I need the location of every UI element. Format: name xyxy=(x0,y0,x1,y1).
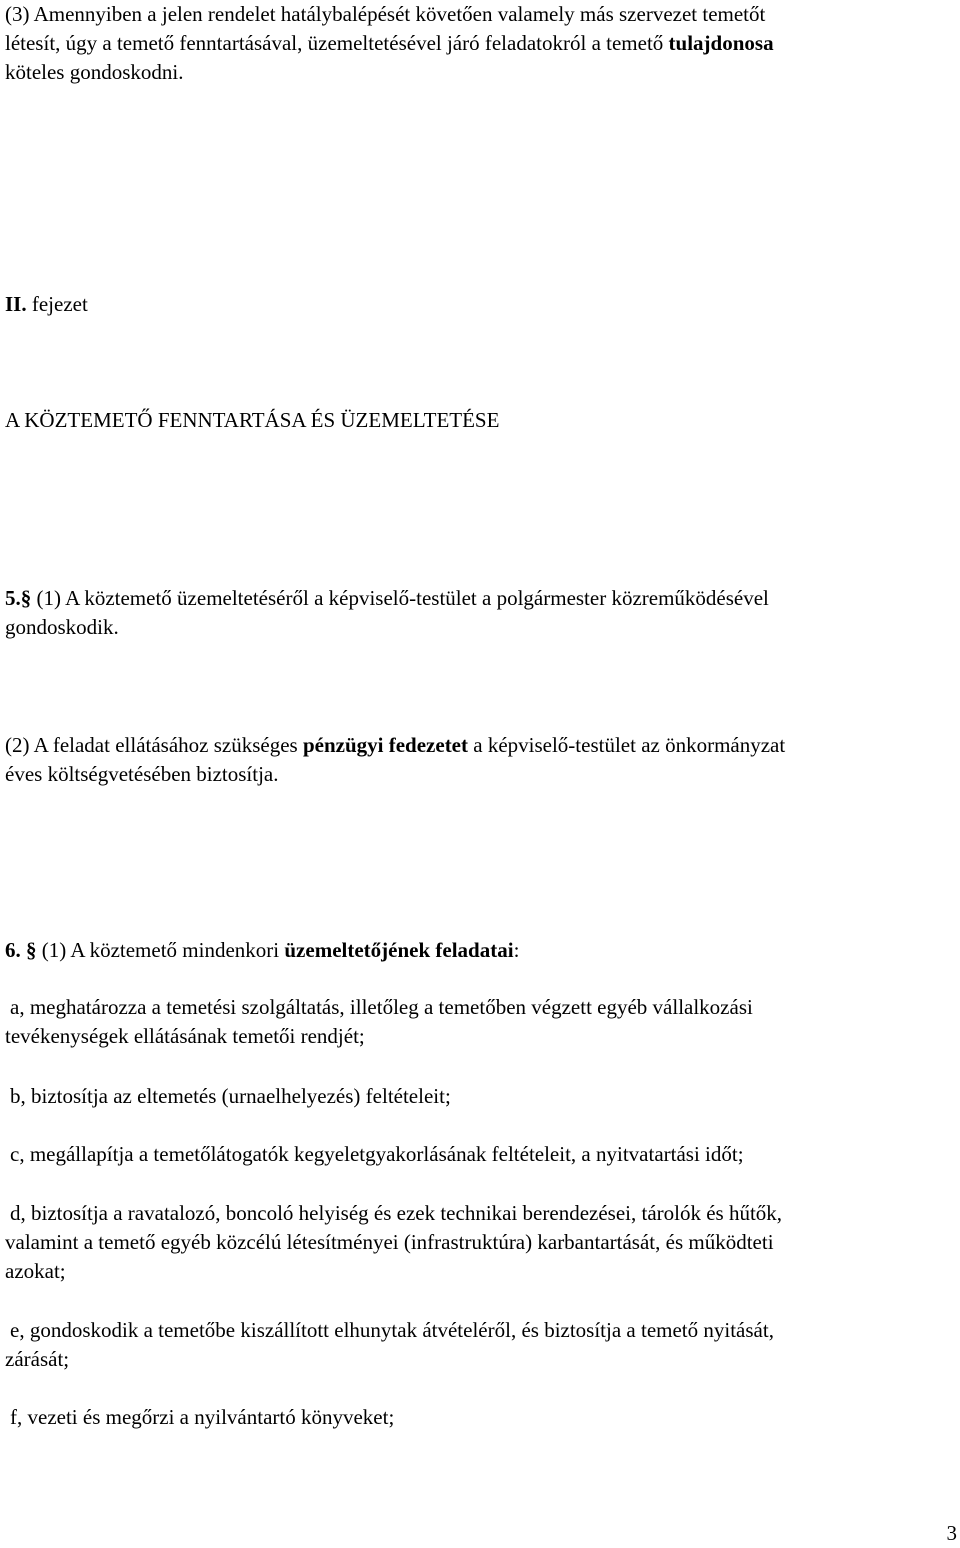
chapter-label: fejezet xyxy=(31,292,88,316)
chapter-number: II. xyxy=(5,292,27,316)
para3-line2 xyxy=(5,29,774,58)
para3-line2-bold: tulajdonosa xyxy=(668,31,774,55)
section-symbol-icon: § xyxy=(26,938,37,962)
sec5-number: 5. xyxy=(5,586,21,610)
sec5-p1-line1 xyxy=(5,584,769,613)
section-symbol-icon: § xyxy=(20,586,32,610)
sec6-item-c: c, megállapítja a temetőlátogatók kegyeletgyakorlásának feltételeit, a nyitvatartási időt; xyxy=(10,1142,744,1166)
sec6-item-f: f, vezeti és megőrzi a nyilvántartó könyveket; xyxy=(10,1405,395,1429)
sec6-intro-pre: (1) A köztemető mindenkori xyxy=(41,938,280,962)
sec6-item-d-line2: valamint a temető egyéb közcélú létesítményei (infrastruktúra) karbantartását, és működteti xyxy=(5,1230,774,1254)
sec6-intro-bold: üzemeltetőjének feladatai xyxy=(284,938,514,962)
sec6-intro-post: : xyxy=(513,938,520,962)
sec6-item-d-line1: d, biztosítja a ravatalozó, boncoló helyiség és ezek technikai berendezései, tárolók és hűtők, xyxy=(10,1201,783,1225)
sec6-item-b: b, biztosítja az eltemetés (urnaelhelyezés) feltételeit; xyxy=(10,1084,451,1108)
sec5-p1-text: (1) A köztemető üzemeltetéséről a képviselő-testület a polgármester közreműködésével xyxy=(36,586,769,610)
sec5-p1-line2: gondoskodik. xyxy=(5,615,119,639)
sec5-p2-post: a képviselő-testület az önkormányzat xyxy=(473,733,786,757)
sec5-p2-pre: (2) A feladat ellátásához szükséges xyxy=(5,733,298,757)
para3-line1: (3) Amennyiben a jelen rendelet hatálybalépését követően valamely más szervezet temetőt xyxy=(5,2,766,26)
sec6-item-e-line2: zárását; xyxy=(5,1347,70,1371)
sec5-p2-line2: éves költségvetésében biztosítja. xyxy=(5,762,279,786)
sec6-intro xyxy=(5,936,519,965)
sec6-number: 6. xyxy=(5,938,21,962)
para3-line2-text: létesít, úgy a temető fenntartásával, üzemeltetésével járó feladatokról a temető xyxy=(5,31,664,55)
page-number: 3 xyxy=(946,1521,957,1545)
sec5-p2-bold: pénzügyi fedezetet xyxy=(302,733,468,757)
sec6-item-a-line1: a, meghatározza a temetési szolgáltatás, illetőleg a temetőben végzett egyéb vállalkozási xyxy=(10,995,753,1019)
para3-line3: köteles gondoskodni. xyxy=(5,60,184,84)
chapter-title: A KÖZTEMETŐ FENNTARTÁSA ÉS ÜZEMELTETÉSE xyxy=(5,408,500,432)
sec6-item-d-line3: azokat; xyxy=(5,1259,66,1283)
sec5-p2-line1 xyxy=(5,731,785,760)
sec6-item-a-line2: tevékenységek ellátásának temetői rendjét; xyxy=(5,1024,365,1048)
sec6-item-e-line1: e, gondoskodik a temetőbe kiszállított elhunytak átvételéről, és biztosítja a temető nyitását, xyxy=(10,1318,774,1342)
chapter-heading xyxy=(5,290,88,319)
